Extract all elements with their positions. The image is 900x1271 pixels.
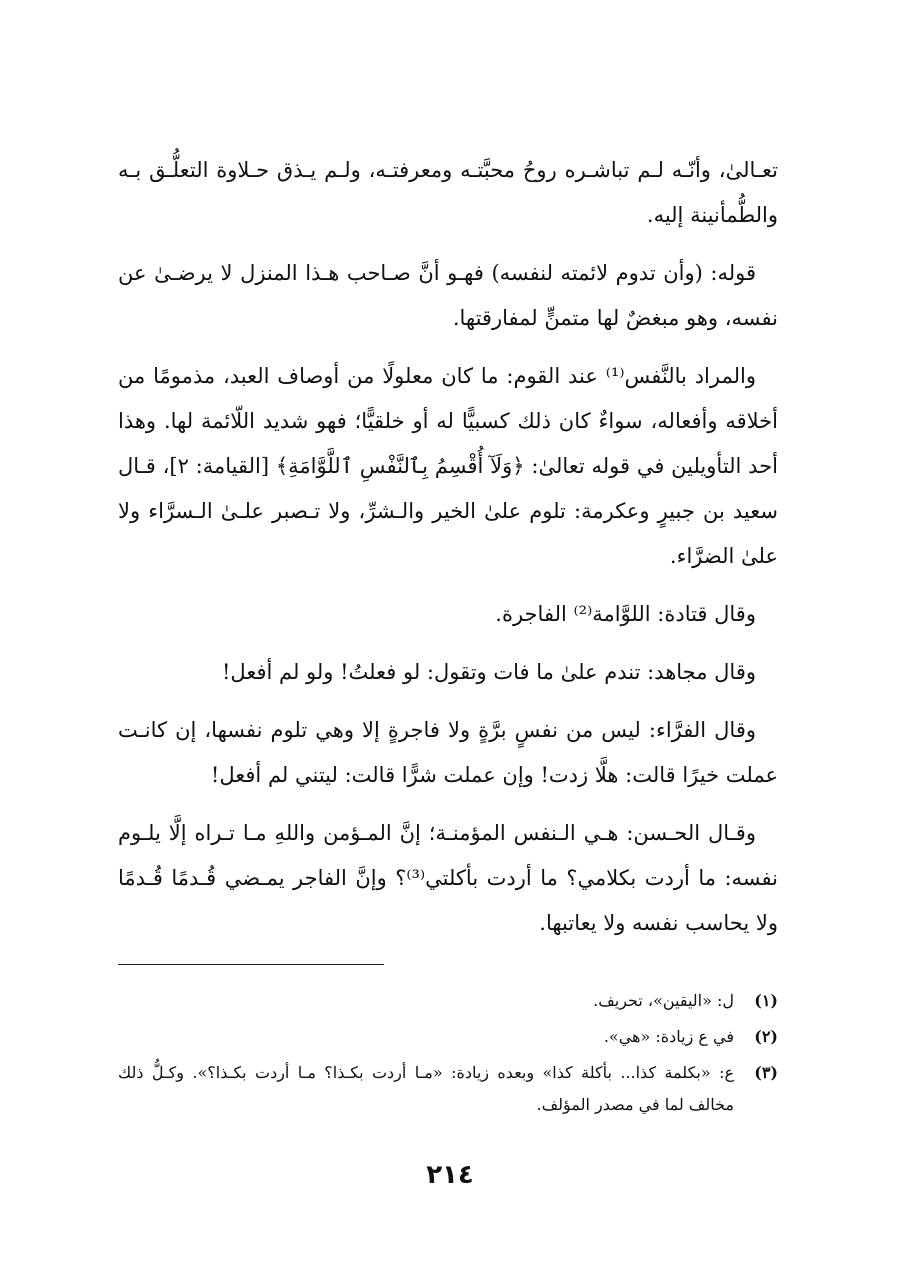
footnote-text: في ع زيادة: «هي». <box>603 1027 734 1046</box>
footnote-number: (٣) <box>754 1063 778 1082</box>
paragraph-3: والمراد بالنَّفس⁽¹⁾ عند القوم: ما كان معلولًا من أوصاف العبد، مذمومًا من أخلاقه وأفعاله، سواءٌ كان ذلك كسبيًّا له أو خلقيًّا؛ فهو شديد اللّائمة لها. وهذا أحد التأويلين في قوله تعالىٰ: ﴿وَلَآ أُقْسِمُ بِٱلنَّفْسِ ٱللَّوَّامَةِ﴾ [القيامة: ٢]، قـال سعيد بن جبيرٍ وعكرمة: تلوم علىٰ الخير والـشرِّ، ولا تـصبر علـىٰ الـسرَّاء ولا علىٰ الضرَّاء. <box>118 364 779 568</box>
footnote-text: ع: «بكلمة كذا... بأكلة كذا» وبعده زيادة: «مـا أردت بكـذا؟ مـا أردت بكـذا؟». وكـلُّ ذلك مخالف لما في مصدر المؤلف. <box>118 1063 734 1114</box>
paragraph-6: وقال الفرَّاء: ليس من نفسٍ برَّةٍ ولا فاجرةٍ إلا وهي تلوم نفسها، إن كانـت عملت خيرًا قالت: هلَّا زدت! وإن عملت شرًّا قالت: ليتني لم أفعل! <box>118 718 778 787</box>
page-number: ٢١٤ <box>426 1160 474 1190</box>
paragraph-1: تعـالىٰ، وأنّـه لـم تباشـره روحُ محبَّتـه ومعرفتـه، ولـم يـذق حـلاوة التعلُّـق بـه والطُّمأنينة إليه. <box>118 158 778 227</box>
page-body <box>118 148 778 1125</box>
footnote-text: ل: «اليقين»، تحريف. <box>593 991 734 1010</box>
footnote-item <box>118 985 778 1017</box>
footnote-number: (١) <box>754 991 778 1010</box>
footnote-number: (٢) <box>754 1027 778 1046</box>
footnote-divider <box>118 964 384 965</box>
paragraph-5: وقال مجاهد: تندم علىٰ ما فات وتقول: لو فعلتُ! ولو لم أفعل! <box>221 660 756 684</box>
footnote-item <box>118 1057 778 1121</box>
paragraph-2: قوله: (وأن تدوم لائمته لنفسه) فهـو أنَّ صـاحب هـذا المنزل لا يرضـىٰ عن نفسه، وهو مبغضٌ لها متمنٍّ لمفارقتها. <box>118 261 778 330</box>
footnote-item <box>118 1021 778 1053</box>
footnotes <box>118 985 778 1121</box>
paragraph-4: وقال قتادة: اللوَّامة⁽²⁾ الفاجرة. <box>495 602 756 626</box>
paragraph-7: وقـال الحـسن: هـي الـنفس المؤمنـة؛ إنَّ المـؤمن واللهِ مـا تـراه إلَّا يلـوم نفسه: ما أردت بكلامي؟ ما أردت بأكلتي⁽³⁾؟ وإنَّ الفاجر يمـضي قُـدمًا قُـدمًا ولا يحاسب نفسه ولا يعاتبها. <box>118 821 778 935</box>
